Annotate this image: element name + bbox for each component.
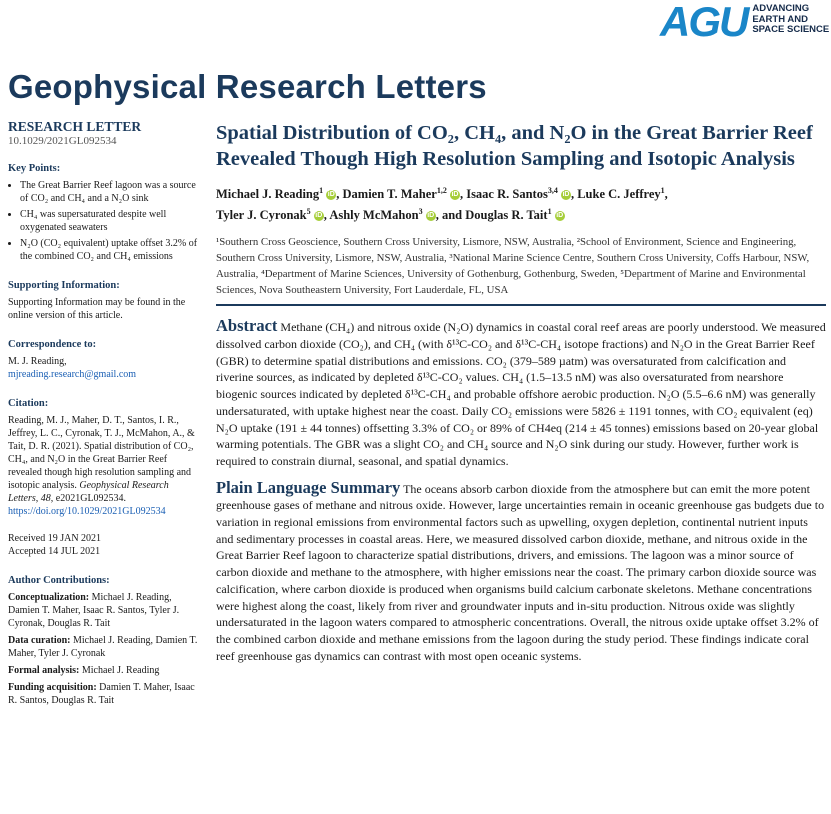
author-list xyxy=(216,182,826,224)
article-title: Spatial Distribution of CO₂, CH₄, and N₂O in the Great Barrier Reef Revealed Though High Resolution Sampling and Isotopic Analysis xyxy=(216,122,813,170)
left-sidebar xyxy=(8,120,200,711)
contribution-item xyxy=(8,664,200,677)
journal-title: Geophysical Research Letters xyxy=(8,68,487,105)
contribution-names: Michael J. Reading, Damien T. Maher, Isaac R. Santos, Tyler J. Cyronak, Douglas R. Tait xyxy=(8,592,180,629)
contribution-item xyxy=(8,681,200,707)
agu-logo xyxy=(660,0,830,45)
abstract-heading: Abstract xyxy=(216,316,278,336)
agu-logo-text: ADVANCING EARTH AND SPACE SCIENCE xyxy=(752,3,830,35)
author-separator: , xyxy=(323,208,330,223)
correspondence-email-link[interactable]: mjreading.research@gmail.com xyxy=(8,369,137,380)
author-separator: , xyxy=(336,187,343,202)
contribution-role: Formal analysis: xyxy=(8,665,80,676)
author-affiliation-sup: 1 xyxy=(319,186,324,195)
key-point: • The Great Barrier Reef lagoon was a source of CO₂ and CH₄ and a N₂O sink xyxy=(20,179,200,205)
section-divider xyxy=(216,304,826,306)
author-affiliation-sup: 3 xyxy=(418,207,423,217)
author-separator: , xyxy=(459,187,467,202)
citation-number: e2021GL092534. xyxy=(55,493,127,504)
author-contributions-heading: Author Contributions: xyxy=(8,575,110,586)
key-point: • CH₄ was supersaturated despite well oxygenated seawaters xyxy=(20,208,200,234)
author-entry xyxy=(577,187,668,201)
author-name[interactable]: Ashly McMahon xyxy=(329,208,419,223)
author-name[interactable]: Isaac R. Santos xyxy=(466,187,548,202)
author-affiliation-sup: 1 xyxy=(547,207,552,217)
author-affiliation-sup: 3,4 xyxy=(547,186,558,195)
contribution-role: Data curation: xyxy=(8,635,71,646)
contribution-role: Funding acquisition: xyxy=(8,682,97,693)
received-date: Received 19 JAN 2021 xyxy=(8,533,102,544)
agu-logo-mark: AGU xyxy=(660,0,748,45)
contribution-names: Michael J. Reading, Damien T. Maher, Tyler J. Cyronak xyxy=(8,635,198,659)
author-name[interactable]: Damien T. Maher xyxy=(342,187,437,202)
orcid-icon[interactable]: iD xyxy=(427,212,435,220)
key-point: • N₂O (CO₂ equivalent) uptake offset 3.2% of the combined CO₂ and CH₄ emissions xyxy=(20,237,200,263)
contribution-item xyxy=(8,634,200,660)
author-affiliation-sup: 1 xyxy=(660,186,665,195)
orcid-icon[interactable]: iD xyxy=(556,212,564,220)
affiliations: ¹Southern Cross Geoscience, Southern Cross University, Lismore, NSW, Australia, ²School of Environment, Science and Engineering, Southern Cross University, Lismore, NSW, Australia, ³National Marine Science Centre, Southern Cross University, Coffs Harbour, NSW, Australia, ⁴Department of Marine Sciences, University of Gothenburg, Gothenburg, Sweden, ⁵Department of Marine and Environmental Sciences, Nova Southeastern University, Fort Lauderdale, FL, USA xyxy=(216,236,810,297)
orcid-icon[interactable]: iD xyxy=(327,191,335,199)
orcid-icon[interactable]: iD xyxy=(562,191,570,199)
author-separator: , xyxy=(570,187,578,202)
key-points-list xyxy=(8,179,200,263)
author-separator: , xyxy=(664,187,668,202)
author-affiliation-sup: 1,2 xyxy=(436,186,447,195)
orcid-icon[interactable]: iD xyxy=(315,212,323,220)
author-name[interactable]: Michael J. Reading xyxy=(216,187,320,202)
author-entry xyxy=(216,187,343,201)
citation-doi-link[interactable]: https://doi.org/10.1029/2021GL092534 xyxy=(8,506,166,517)
accepted-date: Accepted 14 JUL 2021 xyxy=(8,546,101,557)
contribution-role: Conceptualization: xyxy=(8,592,90,603)
article-type: RESEARCH LETTER xyxy=(8,119,142,134)
citation-journal: Geophysical Research Letters, 48, xyxy=(8,480,169,504)
abstract-text: Methane (CH₄) and nitrous oxide (N₂O) dynamics in coastal coral reef areas are poorly understood. We measured dissolved carbon dioxide (CO₂), and CH₄ (with δ¹³C-CO₂ and δ¹³C-CH₄ isotope fractions) and N₂O in the Great Barrier Reef (GBR) to determine spatial distributions and emissions. CO₂ (379–589 µatm) was oversaturated from calcification and riverine sources, as indicated by depleted δ¹³C-CO₂ values. CH₄ (1.5–13.5 nM) was also oversaturated from nearshore biogenic sources indicated by depleted δ¹³C-CH₄ and probable offshore aerobic production. N₂O (5.5–6.6 nM) was generally undersaturated, with uptake highest near the coast. Daily CO₂ emissions were 5826 ± 1191 tonnes, with CO₂ equivalent (eq) N₂O uptake (191 ± 44 tonnes) offsetting 3.3% of CO₂ or 89% of CH4eq (214 ± 45 tonnes) emissions based on 20-year global warming potentials. The GBR was a slight CO₂ and CH₄ source and N₂O sink during our study. However, further work is required to constrain diurnal, seasonal, and spatial dynamics. xyxy=(216,320,826,468)
author-separator: , and xyxy=(435,208,466,223)
abstract-section xyxy=(216,318,826,469)
key-points-heading: Key Points: xyxy=(8,163,61,174)
citation-block xyxy=(8,414,200,518)
author-name[interactable]: Douglas R. Tait xyxy=(465,208,548,223)
citation-heading: Citation: xyxy=(8,398,49,409)
author-name[interactable]: Luke C. Jeffrey xyxy=(577,187,661,202)
contribution-item xyxy=(8,591,200,630)
supporting-info-heading: Supporting Information: xyxy=(8,280,120,291)
author-entry xyxy=(343,187,467,201)
author-entry xyxy=(216,208,329,222)
author-entry xyxy=(329,208,465,222)
correspondence-name: M. J. Reading, xyxy=(8,356,67,367)
author-name[interactable]: Tyler J. Cyronak xyxy=(216,208,307,223)
contribution-names: Damien T. Maher, Isaac R. Santos, Douglas R. Tait xyxy=(8,682,195,706)
author-contributions xyxy=(8,591,200,707)
author-affiliation-sup: 5 xyxy=(306,207,311,217)
contribution-names: Michael J. Reading xyxy=(81,665,160,676)
correspondence-heading: Correspondence to: xyxy=(8,339,97,350)
author-entry xyxy=(465,208,564,222)
supporting-info-text: Supporting Information may be found in the online version of this article. xyxy=(8,297,186,321)
plain-language-summary-section xyxy=(216,477,826,665)
citation-text: Reading, M. J., Maher, D. T., Santos, I. R., Jeffrey, L. C., Cyronak, T. J., McMahon, A., & Tait, D. R. (2021). Spatial distribution of CO₂, CH₄, and N₂O in the Great Barrier Reef revealed though high resolution sampling and isotopic analysis. xyxy=(8,415,195,491)
orcid-icon[interactable]: iD xyxy=(451,191,459,199)
main-article xyxy=(216,120,826,664)
pls-text: The oceans absorb carbon dioxide from the atmosphere but can emit the more potent greenhouse gases of methane and nitrous oxide. However, large uncertainties remain in oceanic greenhouse gas budgets due to variation in regional emissions from environmental factors such as upwelling, oxygen depletion, continental nutrient inputs and sedimentary processes in coastal areas. Here, we measured dissolved carbon dioxide, methane, and nitrous oxide in the Great Barrier Reef lagoon to characterize spatial distributions, drivers, and emissions. The lagoon was a minor source of carbon dioxide and methane to the atmosphere, with higher emissions near the coast. The primary carbon dioxide source was calcification, where carbon dioxide is produced when organisms build calcium carbonate skeletons. Methane concentrations were highest along the coast, likely from river and groundwater inputs and in-situ production. Nitrous oxide was slightly undersaturated in the lagoon waters compared to atmospheric concentrations. Overall, the nitrous oxide uptake offset 3.2% of the combined carbon dioxide and methane emissions from the lagoon during the study period. These findings indicate coral reef greenhouse gas dynamics can contrast with most open oceanic systems. xyxy=(216,481,825,663)
pls-heading: Plain Language Summary xyxy=(216,477,401,497)
author-entry xyxy=(466,187,577,201)
doi: 10.1029/2021GL092534 xyxy=(8,135,117,147)
